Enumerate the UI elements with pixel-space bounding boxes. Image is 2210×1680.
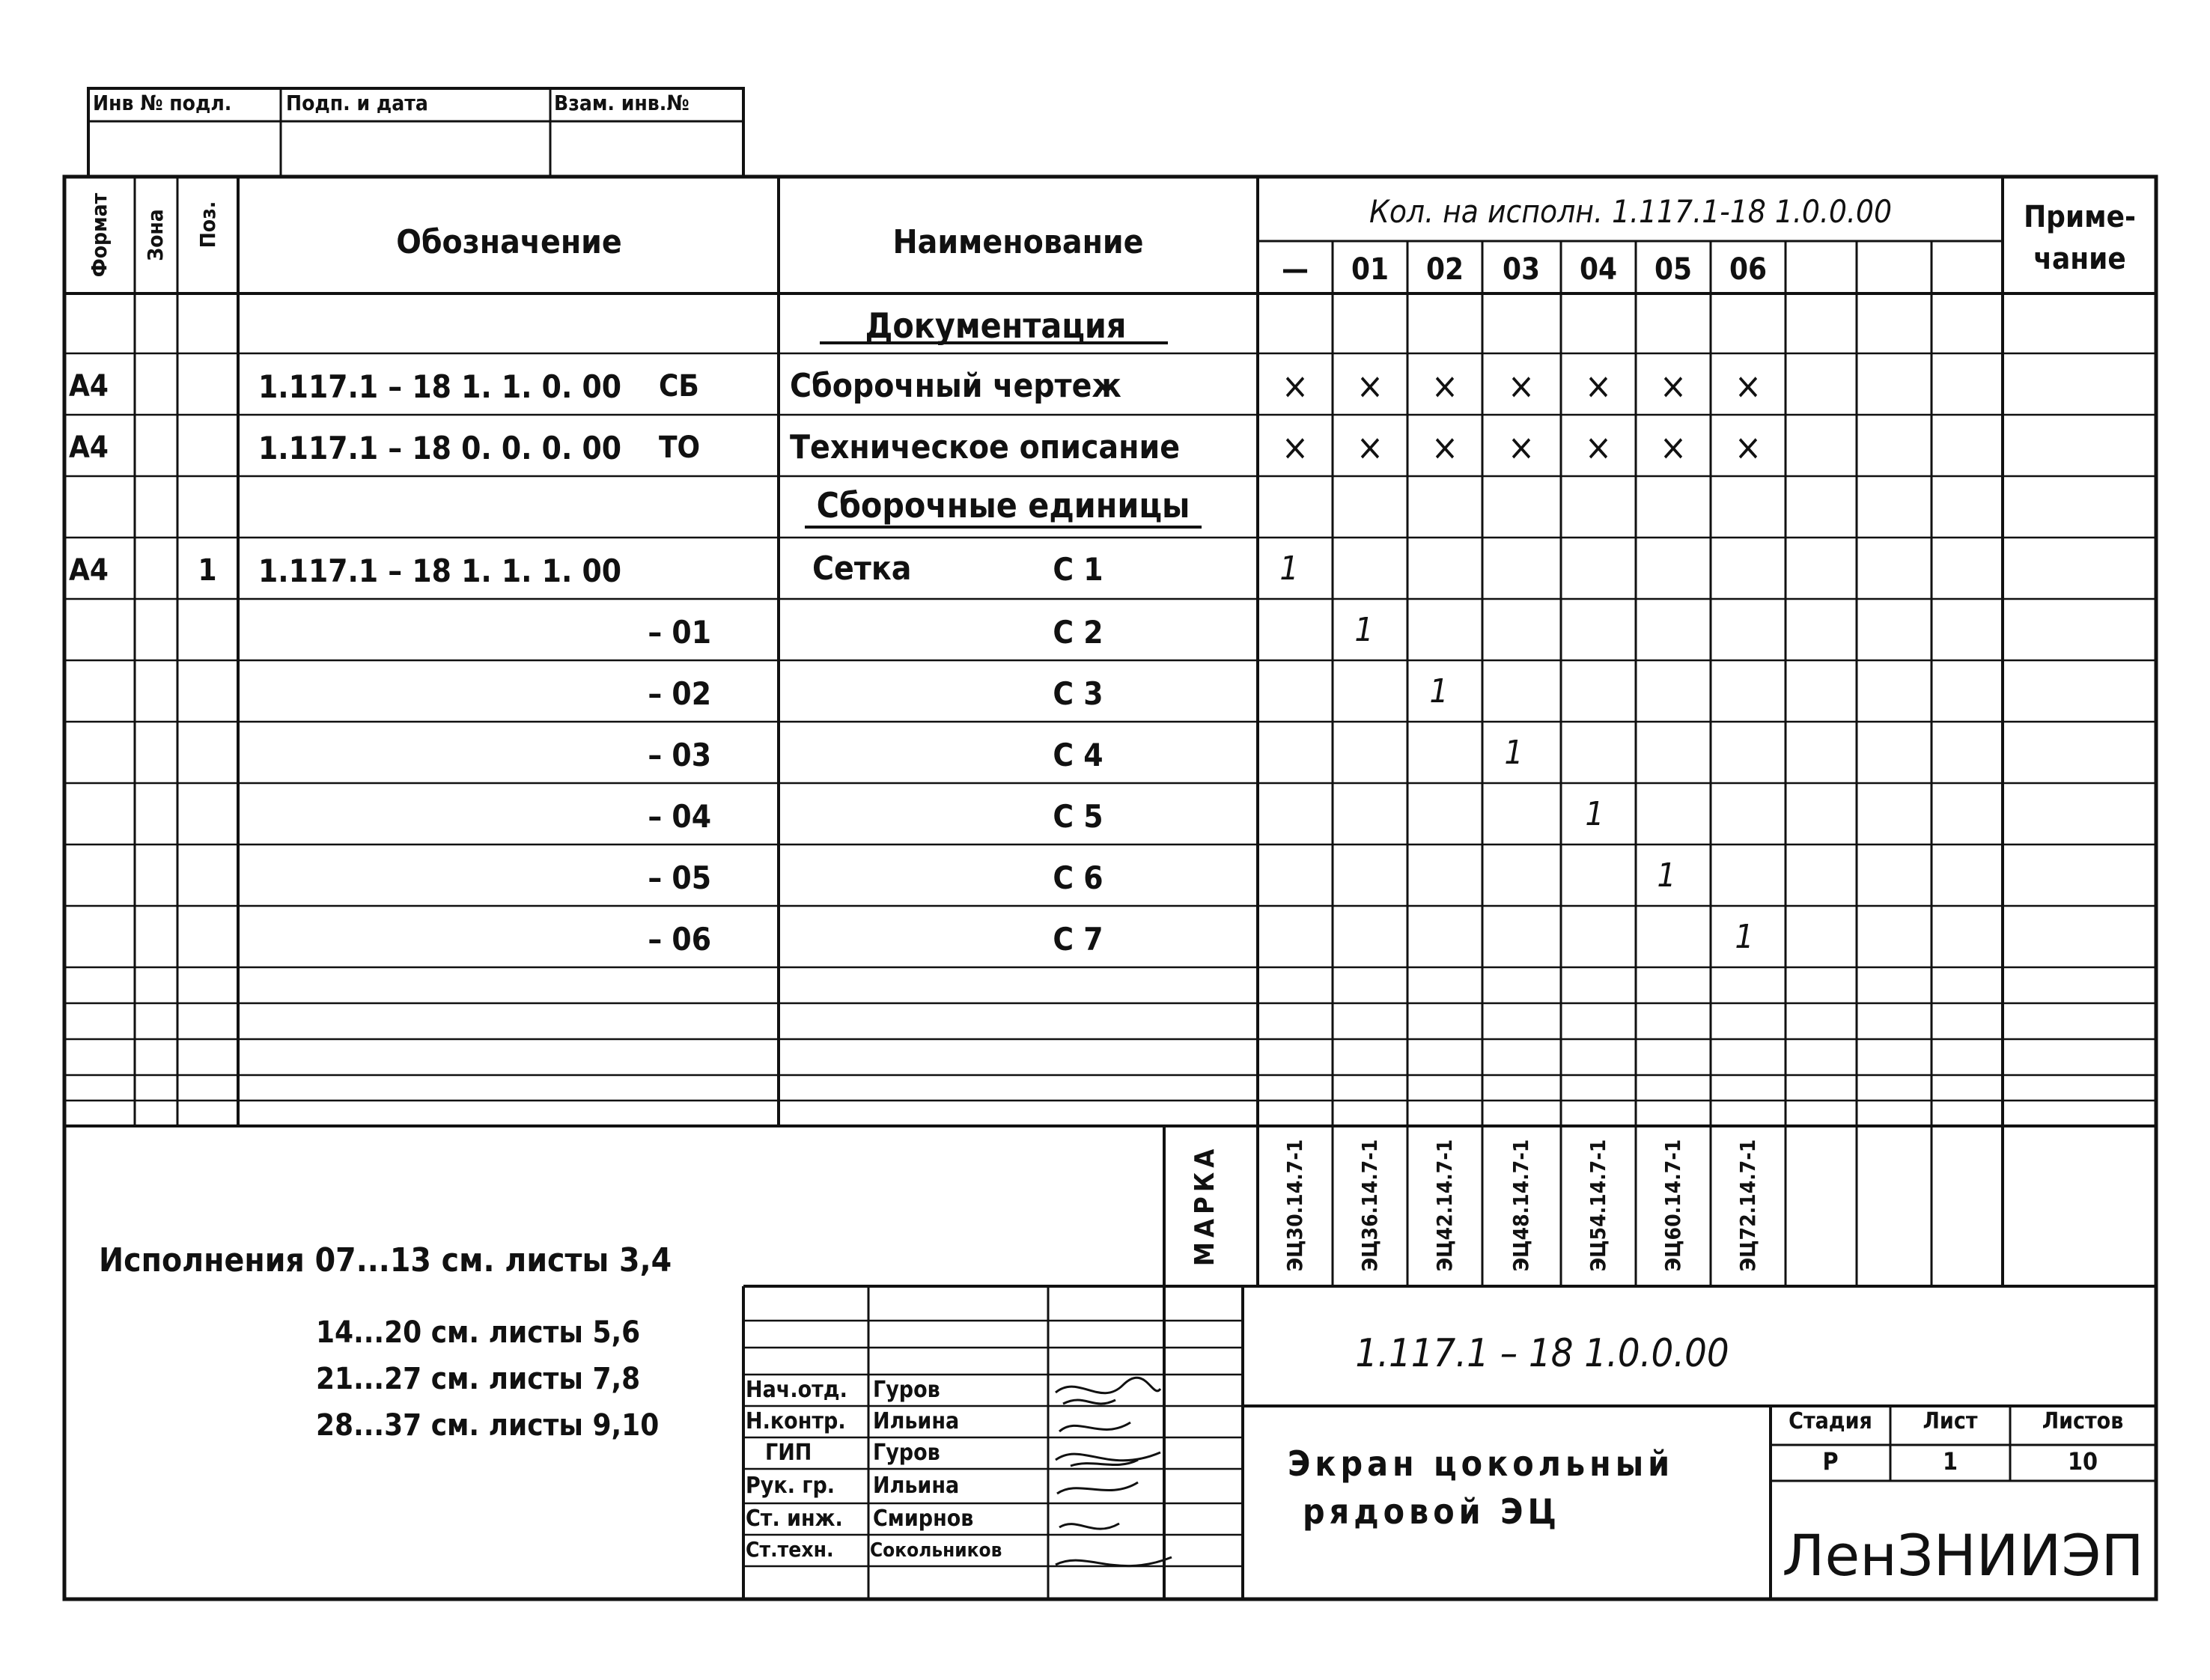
header-poz: Поз. [195, 201, 220, 249]
variant-header: 05 [1654, 252, 1693, 287]
qty-cell: × [1734, 365, 1762, 407]
qty-cell: 1 [1657, 856, 1676, 895]
row-pos: 1 [198, 553, 217, 588]
qty-cell: × [1431, 365, 1459, 407]
person-name: Ильина [873, 1408, 960, 1434]
row-name: Сетка [812, 550, 912, 588]
qty-cell: × [1281, 365, 1309, 407]
variant-header: — [1282, 252, 1309, 287]
note-line: 28...37 см. листы 9,10 [316, 1408, 660, 1443]
row-name-code: С 2 [1053, 614, 1104, 651]
qty-cell: 1 [1429, 672, 1449, 710]
row-name-code: С 3 [1053, 675, 1104, 712]
signature-mark [1057, 1482, 1138, 1494]
role-label: Ст.техн. [746, 1537, 834, 1562]
header-naimenovanie: Наименование [892, 223, 1144, 261]
qty-cell: × [1281, 427, 1309, 469]
podp-data-label: Подп. и дата [286, 91, 428, 115]
signature-mark [1063, 1400, 1115, 1404]
qty-cell: × [1734, 427, 1762, 469]
document-title-line1: Экран цокольный [1288, 1443, 1675, 1484]
person-name: Смирнов [873, 1506, 974, 1532]
row-name-code: С 7 [1053, 921, 1104, 958]
document-title-line2: рядовой ЭЦ [1303, 1491, 1561, 1532]
row-suffix: – 04 [648, 798, 711, 835]
role-label: Нач.отд. [746, 1377, 847, 1403]
qty-cell: 1 [1585, 795, 1604, 833]
person-name: Ильина [873, 1473, 960, 1499]
note-line: 21...27 см. листы 7,8 [316, 1362, 641, 1396]
stadiya-label: Стадия [1789, 1408, 1872, 1434]
qty-cell: 1 [1354, 611, 1374, 649]
signatures [1048, 1370, 1175, 1599]
row-format: А4 [69, 553, 109, 588]
signature-mark [1056, 1378, 1160, 1393]
row-suffix: – 03 [648, 737, 711, 773]
header-oboznachenie: Обозначение [396, 223, 622, 261]
row-name: Техническое описание [790, 428, 1181, 466]
qty-cell: × [1507, 427, 1535, 469]
row-name-code: С 4 [1053, 737, 1104, 773]
variant-header: 03 [1502, 252, 1541, 287]
header-format: Формат [87, 192, 112, 278]
row-doc-code: ТО [659, 430, 701, 465]
qty-cell: × [1507, 365, 1535, 407]
qty-cell: × [1356, 365, 1384, 407]
variant-header: 06 [1729, 252, 1768, 287]
row-oboznachenie: 1.117.1 – 18 1. 1. 1. 00 [258, 553, 622, 589]
row-name-code: С 6 [1053, 859, 1104, 896]
inv-podl-label: Инв № подл. [93, 91, 232, 115]
row-doc-code: СБ [659, 369, 699, 404]
marka-label: МАРКА [1190, 1144, 1220, 1267]
marka-value: ЭЦ48.14.7-1 [1509, 1139, 1533, 1272]
marka-value: ЭЦ36.14.7-1 [1357, 1139, 1382, 1272]
row-suffix: – 01 [648, 614, 711, 651]
listov-value: 10 [2067, 1447, 2098, 1476]
header-zona: Зона [143, 209, 168, 261]
qty-cell: 1 [1504, 734, 1523, 772]
row-name-code: С 1 [1053, 551, 1104, 588]
row-oboznachenie: 1.117.1 – 18 0. 0. 0. 00 [258, 430, 622, 466]
signature-mark [1059, 1524, 1119, 1529]
role-label: ГИП [765, 1440, 812, 1466]
marka-value: ЭЦ30.14.7-1 [1282, 1139, 1307, 1272]
role-label: Н.контр. [746, 1408, 846, 1434]
header-primechanie-2: чание [2033, 242, 2126, 276]
row-suffix: – 06 [648, 921, 711, 958]
note-line: 14...20 см. листы 5,6 [316, 1315, 641, 1350]
row-format: А4 [69, 369, 109, 404]
person-name: Гуров [873, 1440, 940, 1466]
variant-header: 04 [1579, 252, 1618, 287]
qty-cell: × [1356, 427, 1384, 469]
organization-name: ЛенЗНИИЭП [1782, 1522, 2144, 1589]
qty-cell: × [1659, 427, 1687, 469]
section-heading: Сборочные единицы [816, 485, 1190, 526]
vzam-inv-label: Взам. инв.№ [554, 91, 690, 115]
variant-header: 02 [1425, 252, 1464, 287]
signature-mark [1056, 1452, 1160, 1461]
signature-mark [1059, 1422, 1130, 1431]
stadiya-value: Р [1822, 1447, 1839, 1476]
row-name: Сборочный чертеж [790, 367, 1121, 405]
qty-cell: × [1584, 427, 1613, 469]
row-suffix: – 02 [648, 675, 711, 712]
row-suffix: – 05 [648, 859, 711, 896]
qty-cell: × [1431, 427, 1459, 469]
listov-label: Листов [2042, 1408, 2124, 1434]
section-heading: Документация [865, 305, 1127, 346]
qty-cell: 1 [1279, 550, 1299, 588]
signature-mark [1056, 1557, 1172, 1566]
person-name: Гуров [873, 1377, 940, 1403]
document-number: 1.117.1 – 18 1.0.0.00 [1355, 1331, 1729, 1376]
marka-value: ЭЦ54.14.7-1 [1586, 1139, 1610, 1272]
header-primechanie-1: Приме- [2024, 200, 2136, 234]
header-kol: Кол. на исполн. 1.117.1-18 1.0.0.00 [1369, 193, 1893, 230]
marka-value: ЭЦ42.14.7-1 [1432, 1139, 1457, 1272]
qty-cell: × [1584, 365, 1613, 407]
list-value: 1 [1942, 1447, 1958, 1476]
qty-cell: × [1659, 365, 1687, 407]
role-label: Ст. инж. [746, 1506, 843, 1532]
row-name-code: С 5 [1053, 798, 1104, 835]
role-label: Рук. гр. [746, 1473, 835, 1499]
note-line: Исполнения 07...13 см. листы 3,4 [99, 1241, 672, 1279]
row-oboznachenie: 1.117.1 – 18 1. 1. 0. 00 [258, 368, 622, 405]
marka-value: ЭЦ72.14.7-1 [1735, 1139, 1760, 1272]
list-label: Лист [1923, 1408, 1978, 1434]
person-name: Сокольников [870, 1539, 1002, 1562]
row-format: А4 [69, 430, 109, 465]
variant-header: 01 [1351, 252, 1389, 287]
qty-cell: 1 [1735, 918, 1754, 956]
marka-value: ЭЦ60.14.7-1 [1660, 1139, 1685, 1272]
